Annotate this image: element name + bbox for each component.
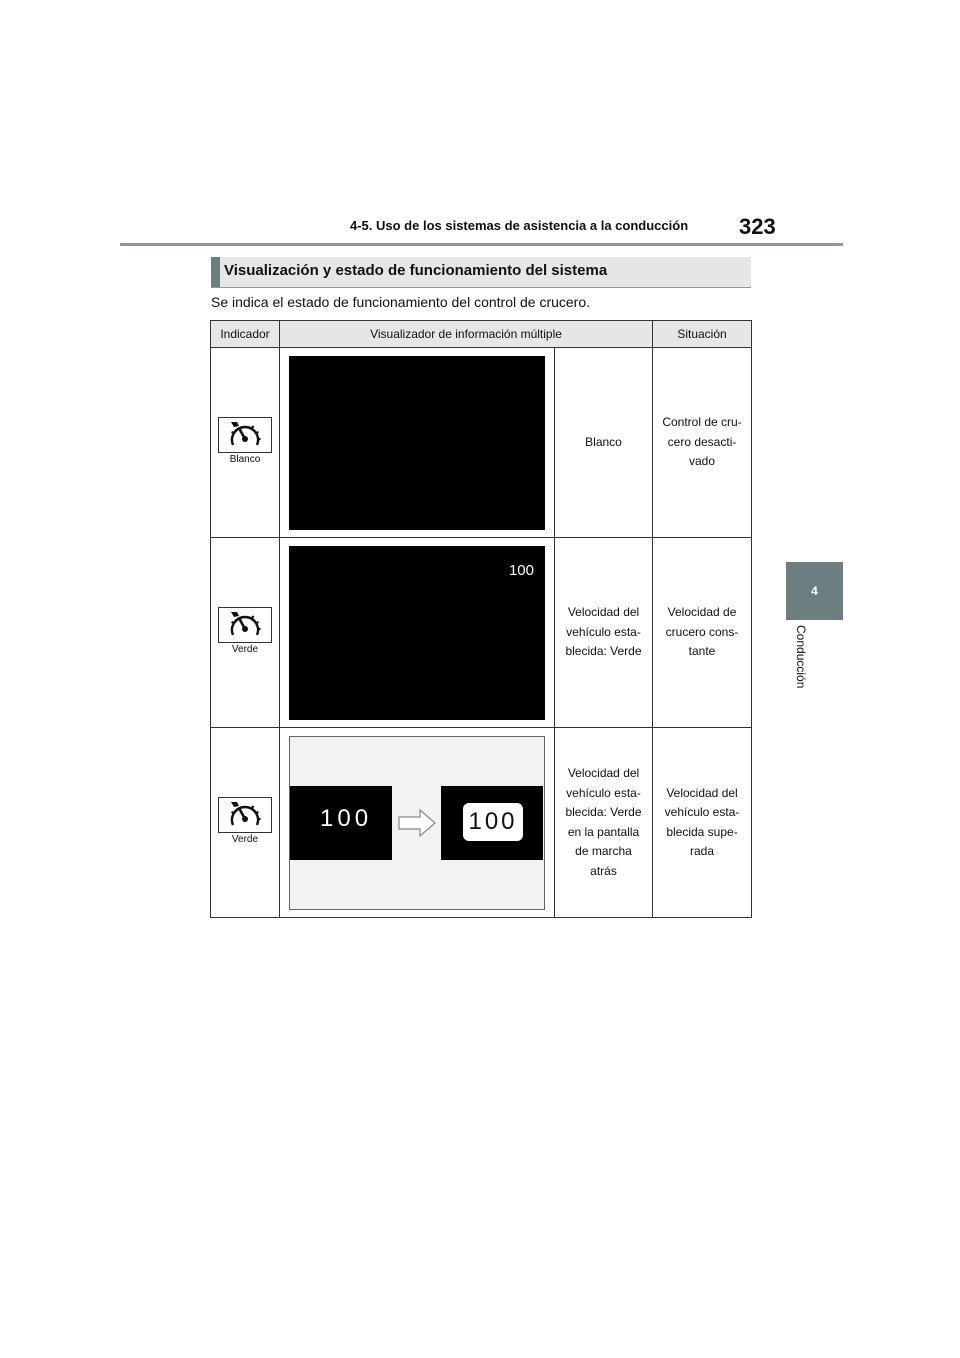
indicator-color-label: Verde (231, 643, 259, 655)
section-heading-text: Visualización y estado de funcionamiento del sistema (224, 262, 608, 279)
header-situation: Situación (653, 321, 752, 348)
display-cell (280, 728, 555, 918)
table-header-row (211, 321, 752, 348)
situation-text: Control de cru- cero desacti- vado (662, 415, 742, 469)
display-desc-cell (555, 728, 653, 918)
set-speed-readout: 100 (508, 561, 534, 579)
table-row (211, 538, 752, 728)
mid-display-screen (289, 736, 545, 910)
arrow-right-icon (398, 809, 436, 837)
mid-display-screen (289, 356, 545, 530)
chapter-tab[interactable] (786, 562, 843, 620)
header-display: Visualizador de información múltiple (280, 321, 653, 348)
speed-display-after (441, 786, 543, 860)
chapter-tab-number: 4 (811, 584, 818, 598)
set-speed-readout-highlighted: 100 (463, 803, 523, 841)
situation-cell (653, 538, 752, 728)
chapter-tab-label: Conducción (794, 625, 808, 689)
table-row (211, 348, 752, 538)
header-rule (120, 243, 843, 246)
page-number: 323 (739, 214, 776, 239)
situation-text: Velocidad de crucero cons- tante (665, 605, 739, 659)
chapter-title: 4-5. Uso de los sistemas de asistencia a la conducción (350, 218, 689, 233)
display-description: Blanco (585, 434, 622, 449)
cruise-control-icon (218, 417, 272, 453)
indicator-cell (211, 538, 280, 728)
indicator-color-label: Verde (231, 833, 259, 845)
display-description: Velocidad del vehículo esta- blecida: Verde en la pantalla de marcha atrás (565, 766, 642, 878)
section-heading-bar (211, 257, 220, 287)
display-desc-cell (555, 538, 653, 728)
status-table (210, 320, 752, 918)
indicator-cell (211, 348, 280, 538)
section-heading (211, 257, 751, 288)
cruise-control-icon (218, 607, 272, 643)
display-cell (280, 538, 555, 728)
display-desc-cell (555, 348, 653, 538)
speed-display-before (290, 786, 392, 860)
situation-cell (653, 728, 752, 918)
indicator-color-label: Blanco (229, 453, 261, 465)
situation-text: Velocidad del vehículo esta- blecida supe- rada (664, 785, 740, 858)
section-intro: Se indica el estado de funcionamiento del control de crucero. (211, 294, 591, 310)
display-cell (280, 348, 555, 538)
indicator-cell (211, 728, 280, 918)
header-indicator: Indicador (211, 321, 280, 348)
cruise-control-icon (218, 797, 272, 833)
display-description: Velocidad del vehículo esta- blecida: Verde (565, 605, 642, 659)
table-row (211, 728, 752, 918)
situation-cell (653, 348, 752, 538)
set-speed-readout: 100 (320, 804, 373, 832)
mid-display-screen (289, 546, 545, 720)
